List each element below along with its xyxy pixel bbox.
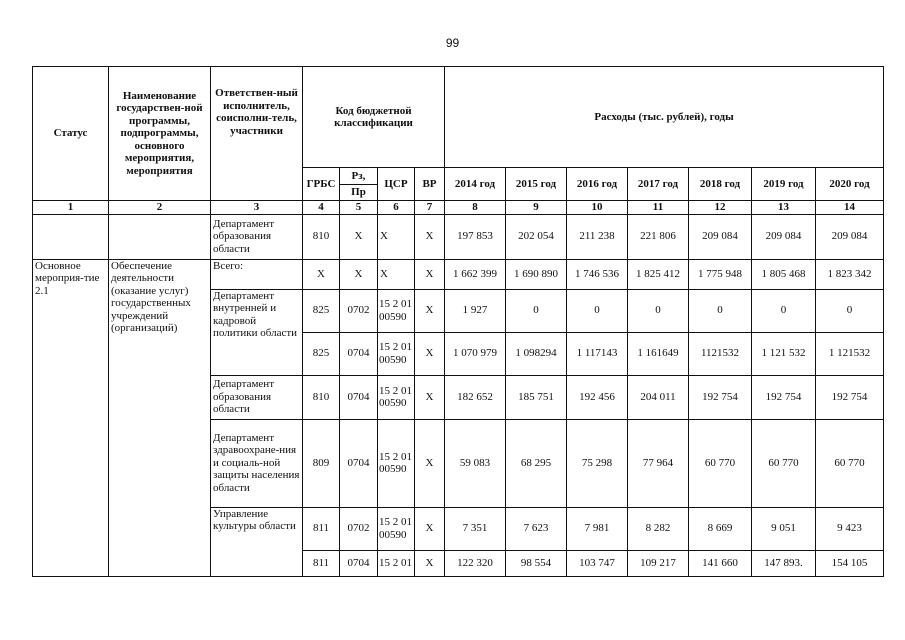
column-number: 10 (567, 201, 628, 215)
budget-table (32, 66, 884, 577)
value-cell: 209 084 (816, 214, 884, 259)
value-cell: 209 084 (689, 214, 752, 259)
csr-cell: X (378, 214, 415, 259)
value-cell: 192 456 (567, 375, 628, 419)
column-number-row (33, 201, 884, 215)
value-cell: 77 964 (628, 419, 689, 507)
header-year: 2016 год (567, 168, 628, 201)
grbs-cell: 810 (303, 214, 340, 259)
header-year: 2017 год (628, 168, 689, 201)
value-cell: 1 098294 (506, 332, 567, 375)
table-row (33, 214, 884, 259)
grbs-cell: 825 (303, 289, 340, 332)
column-number: 12 (689, 201, 752, 215)
value-cell: 59 083 (445, 419, 506, 507)
value-cell: 192 754 (752, 375, 816, 419)
value-cell: 197 853 (445, 214, 506, 259)
header-vr: ВР (415, 168, 445, 201)
value-cell: 1 823 342 (816, 259, 884, 289)
value-cell: 1 121 532 (752, 332, 816, 375)
grbs-cell: 825 (303, 332, 340, 375)
header-grbs: ГРБС (303, 168, 340, 201)
csr-cell: 15 2 01 00590 (378, 289, 415, 332)
csr-cell: 15 2 01 00590 (378, 332, 415, 375)
value-cell: 1 927 (445, 289, 506, 332)
value-cell: 154 105 (816, 550, 884, 576)
value-cell: 1 746 536 (567, 259, 628, 289)
value-cell: 7 623 (506, 507, 567, 550)
value-cell: 1 070 979 (445, 332, 506, 375)
csr-cell: 15 2 01 00590 (378, 375, 415, 419)
grbs-cell: 811 (303, 507, 340, 550)
value-cell: 98 554 (506, 550, 567, 576)
csr-cell: 15 2 01 00590 (378, 419, 415, 507)
rzpr-cell: 0702 (340, 289, 378, 332)
rzpr-cell: 0704 (340, 419, 378, 507)
value-cell: 141 660 (689, 550, 752, 576)
rzpr-cell: 0704 (340, 375, 378, 419)
vr-cell: X (415, 289, 445, 332)
value-cell: 75 298 (567, 419, 628, 507)
value-cell: 1 805 468 (752, 259, 816, 289)
vr-cell: X (415, 375, 445, 419)
value-cell: 122 320 (445, 550, 506, 576)
vr-cell: X (415, 332, 445, 375)
column-number: 11 (628, 201, 689, 215)
column-number: 8 (445, 201, 506, 215)
header-pr: Пр (340, 185, 378, 201)
grbs-cell: 810 (303, 375, 340, 419)
executor-cell: Департамент внутренней и кадровой политики области (211, 289, 303, 375)
header-executor: Ответствен-ный исполнитель, соисполни-тель, участники (211, 67, 303, 201)
column-number: 1 (33, 201, 109, 215)
value-cell: 209 084 (752, 214, 816, 259)
value-cell: 109 217 (628, 550, 689, 576)
value-cell: 9 423 (816, 507, 884, 550)
vr-cell: X (415, 507, 445, 550)
value-cell: 0 (689, 289, 752, 332)
vr-cell: X (415, 259, 445, 289)
value-cell: 182 652 (445, 375, 506, 419)
header-csr: ЦСР (378, 168, 415, 201)
executor-cell: Департамент образования области (211, 375, 303, 419)
header-year: 2014 год (445, 168, 506, 201)
column-number: 5 (340, 201, 378, 215)
column-number: 9 (506, 201, 567, 215)
value-cell: 7 351 (445, 507, 506, 550)
grbs-cell: X (303, 259, 340, 289)
value-cell: 147 893. (752, 550, 816, 576)
header-budget-code: Код бюджетной классификации (303, 67, 445, 168)
value-cell: 1121532 (689, 332, 752, 375)
column-number: 3 (211, 201, 303, 215)
value-cell: 1 121532 (816, 332, 884, 375)
vr-cell: X (415, 214, 445, 259)
value-cell: 0 (628, 289, 689, 332)
value-cell: 1 825 412 (628, 259, 689, 289)
vr-cell: X (415, 419, 445, 507)
column-number: 4 (303, 201, 340, 215)
value-cell: 60 770 (689, 419, 752, 507)
value-cell: 0 (752, 289, 816, 332)
grbs-cell: 809 (303, 419, 340, 507)
value-cell: 103 747 (567, 550, 628, 576)
rzpr-cell: 0704 (340, 550, 378, 576)
value-cell: 60 770 (752, 419, 816, 507)
table-row (33, 259, 884, 289)
column-number: 7 (415, 201, 445, 215)
column-number: 6 (378, 201, 415, 215)
csr-cell: X (378, 259, 415, 289)
csr-cell: 15 2 01 00590 (378, 507, 415, 550)
status-cell: Основное мероприя-тие 2.1 (33, 259, 109, 576)
value-cell: 211 238 (567, 214, 628, 259)
value-cell: 1 662 399 (445, 259, 506, 289)
value-cell: 8 282 (628, 507, 689, 550)
value-cell: 204 011 (628, 375, 689, 419)
value-cell: 68 295 (506, 419, 567, 507)
header-year: 2019 год (752, 168, 816, 201)
csr-cell: 15 2 01 (378, 550, 415, 576)
value-cell: 1 775 948 (689, 259, 752, 289)
executor-cell: Управление культуры области (211, 507, 303, 576)
executor-cell: Департамент здравоохране-ния и социаль-ной защиты населения области (211, 419, 303, 507)
rzpr-cell: 0702 (340, 507, 378, 550)
header-name: Наименование государствен-ной программы, подпрограммы, основного мероприятия, мероприятия (109, 67, 211, 201)
value-cell: 1 117143 (567, 332, 628, 375)
value-cell: 185 751 (506, 375, 567, 419)
value-cell: 7 981 (567, 507, 628, 550)
value-cell: 60 770 (816, 419, 884, 507)
value-cell: 221 806 (628, 214, 689, 259)
name-cell: Обеспечение деятельности (оказание услуг) государственных учреждений (организаций) (109, 259, 211, 576)
value-cell: 8 669 (689, 507, 752, 550)
value-cell: 0 (567, 289, 628, 332)
header-year: 2015 год (506, 168, 567, 201)
header-rz: Рз, (340, 168, 378, 185)
rzpr-cell: X (340, 214, 378, 259)
value-cell: 0 (506, 289, 567, 332)
value-cell: 1 161649 (628, 332, 689, 375)
rzpr-cell: X (340, 259, 378, 289)
page-number: 99 (445, 36, 460, 50)
header-expenses: Расходы (тыс. рублей), годы (445, 67, 884, 168)
executor-cell: Всего: (211, 259, 303, 289)
value-cell: 1 690 890 (506, 259, 567, 289)
rzpr-cell: 0704 (340, 332, 378, 375)
grbs-cell: 811 (303, 550, 340, 576)
header-year: 2018 год (689, 168, 752, 201)
value-cell: 192 754 (689, 375, 752, 419)
vr-cell: X (415, 550, 445, 576)
column-number: 13 (752, 201, 816, 215)
value-cell: 9 051 (752, 507, 816, 550)
value-cell: 0 (816, 289, 884, 332)
header-status: Статус (33, 67, 109, 201)
column-number: 2 (109, 201, 211, 215)
header-year: 2020 год (816, 168, 884, 201)
column-number: 14 (816, 201, 884, 215)
value-cell: 202 054 (506, 214, 567, 259)
executor-cell: Департамент образования области (211, 214, 303, 259)
value-cell: 192 754 (816, 375, 884, 419)
